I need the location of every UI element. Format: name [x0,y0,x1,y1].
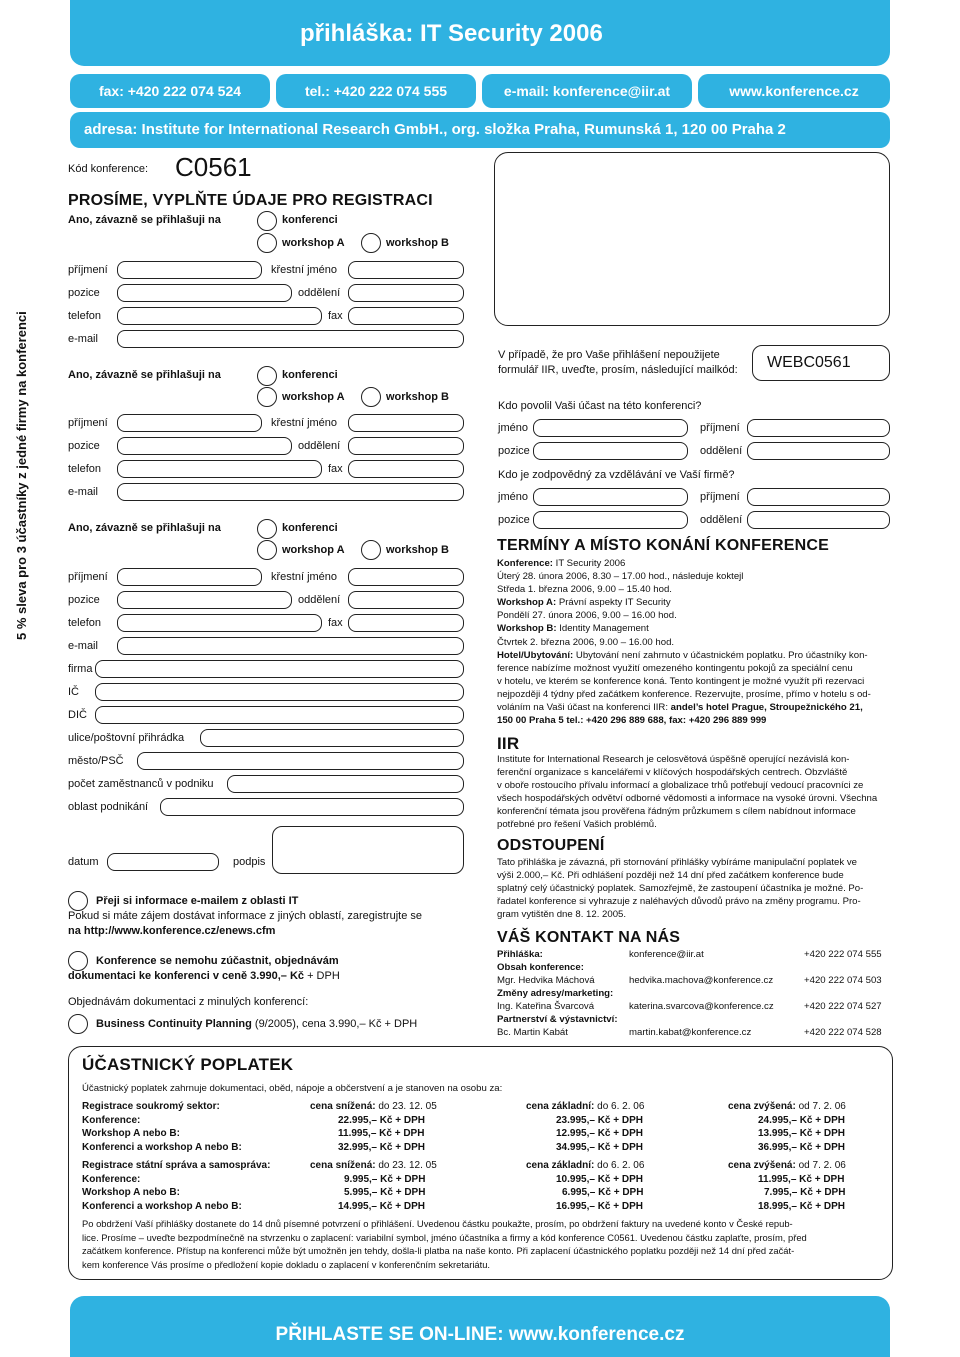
contact-row [497,1000,893,1013]
terms-line: Středa 1. března 2006, 9.00 – 15.40 hod. [497,584,672,596]
fee-date: do 6. 2. 06 [594,1101,645,1113]
contact-email[interactable]: konference@iir.at [629,949,704,960]
hotel-label: Hotel/Ubytování: [497,649,574,661]
checkbox-workshop-a[interactable] [257,540,277,560]
fee-cell: Workshop A nebo B: [82,1128,180,1140]
street-label: ulice/poštovní přihrádka [68,732,185,744]
fee-header-row [82,1100,846,1114]
terms-line: Pondělí 27. února 2006, 9.00 – 16.00 hod. [497,610,677,622]
hotel-line: nejpozději 4 týdny před začátkem konference. Rezervujte, prosíme, přímo v hotelu s od- [497,688,871,700]
fee-cell: 11.995,– Kč + DPH [758,1173,845,1185]
fax-label: fax [328,310,343,322]
contact-row [497,974,893,987]
position-label: pozice [68,440,100,452]
fee-cell [310,1159,526,1173]
checkbox-workshop-a[interactable] [257,233,277,253]
fees-note-line: začátkem konference. Přístup na konferenci může být umožněn jen tehdy, došla-li platba na naše konto. Při zaplacení účastnického poplatku později než 14 dní před začát- [82,1245,795,1256]
iir-line: ferenční organizace s kancelářemi v klíčových hospodářských centrech. Obzvláště [497,767,848,779]
allowed-name-field[interactable] [533,419,688,437]
checkbox-workshop-a[interactable] [257,387,277,407]
fee-cell: 6.995,– Kč + DPH [562,1187,644,1199]
opt-wsb-label: workshop B [386,391,449,403]
contact-row [497,987,893,1000]
surname-field[interactable] [117,568,262,586]
fee-cell: 36.995,– Kč + DPH [758,1141,845,1153]
city-field[interactable] [137,752,464,770]
fee-header-row [82,1159,846,1173]
past-docs-label: Objednávám dokumentaci z minulých konferencí: [68,996,309,1008]
ic-field[interactable] [95,683,464,701]
fee-row [82,1141,846,1155]
firstname-label: křestní jméno [271,417,338,429]
contact-row [497,1026,893,1039]
hotel-text: voláním na Vaši účast na konferenci IIR: [497,702,671,714]
department-label: oddělení [700,514,743,526]
email-pill[interactable] [482,74,692,108]
bcp-line [96,1018,417,1030]
fax-field[interactable] [348,460,464,478]
fees-public-table [82,1159,846,1213]
checkbox-workshop-b[interactable] [361,387,381,407]
business-label: oblast podnikání [68,801,149,813]
fees-intro: Účastnický poplatek zahrnuje dokumentaci, oběd, nápoje a občerstvení a je stanoven na osobu za: [82,1083,503,1094]
contact-email[interactable]: hedvika.machova@konference.cz [629,975,774,986]
iir-line: v oboře rostoucího přívalu informací a globalizace trhů potřebují vedoucí pracovníci ze [497,780,864,792]
contact-cell: Mgr. Hedvika Máchová [497,975,595,986]
address-stamp-box[interactable] [494,152,890,326]
fee-row [82,1173,846,1187]
fax-field[interactable] [348,307,464,325]
phone-label: telefon [68,310,102,322]
position-label: pozice [498,445,530,457]
fee-cell: 14.995,– Kč + DPH [338,1200,425,1212]
fee-tier: cena zvýšená: [728,1101,796,1113]
fee-tier: cena základní: [526,1101,595,1113]
opt-wsa-label: workshop A [282,237,345,249]
position-label: pozice [498,514,530,526]
fee-date: do 23. 12. 05 [375,1160,437,1172]
employees-label: počet zaměstnanců v podniku [68,778,214,790]
who-allowed: Kdo povolil Vaši účast na této konferenci? [498,400,702,412]
department-field[interactable] [348,591,464,609]
fee-cell: 13.995,– Kč + DPH [758,1128,845,1140]
conf-label: Konference: [497,558,553,569]
department-field[interactable] [348,437,464,455]
fee-tier: cena snížená: [310,1160,376,1172]
wsa-label: Workshop A: [497,597,557,609]
docs-line-2 [68,970,340,982]
address-text: adresa: Institute for International Research GmbH., org. složka Praha, Rumunská 1, 120 00 Praha 2 [84,121,786,138]
docs-dph: + DPH [304,970,340,982]
fee-cell: 7.995,– Kč + DPH [764,1187,846,1199]
fee-cell: Konference: [82,1114,141,1126]
hotel-line: v hotelu, ve kterém se konference koná. Tento kontingent je možné využít při rezervaci [497,675,865,687]
fee-date: do 6. 2. 06 [594,1160,645,1172]
cancel-title: ODSTOUPENÍ [497,837,605,854]
cancel-line: Tato přihláška je závazná, při stornování přihlášky vybíráme manipulační poplatek ve [497,857,857,868]
signature-label: podpis [233,856,266,868]
position-label: pozice [68,287,100,299]
business-field[interactable] [160,798,464,816]
contact-cell: Obsah konference: [497,962,584,973]
who-responsible: Kdo je zodpovědný za vzdělávání ve Vaší firmě? [498,469,735,481]
contact-email[interactable]: martin.kabat@konference.cz [629,1027,752,1038]
cancel-body [497,856,893,921]
firstname-label: křestní jméno [271,571,338,583]
hotel-line: 150 00 Praha 5 tel.: +420 296 889 688, fax: +420 296 889 999 [497,715,767,727]
checkbox-newsletter[interactable] [68,891,88,911]
email-label: e-mail [68,640,98,652]
email-label: e-mail [68,333,98,345]
surname-label: příjmení [68,571,108,583]
surname-label: příjmení [68,264,108,276]
fax-field[interactable] [348,614,464,632]
resp-surname-field[interactable] [747,488,890,506]
contact-cell: Partnerství & výstavnictví: [497,1014,618,1025]
mailcode-value: WEBC0561 [767,354,851,371]
date-label: datum [68,856,99,868]
fee-tier: cena zvýšená: [728,1160,796,1172]
fee-date: od 7. 2. 06 [795,1101,846,1113]
web-pill[interactable] [698,74,890,108]
opt-conference-label: konferenci [282,369,338,381]
checkbox-conference[interactable] [257,366,277,386]
fee-cell [310,1100,526,1114]
opt-wsb-label: workshop B [386,544,449,556]
footer-text[interactable]: PŘIHLASTE SE ON-LINE: www.konference.cz [275,1324,685,1345]
fee-cell: 12.995,– Kč + DPH [556,1128,643,1140]
fee-row [82,1200,846,1214]
fees-title: ÚČASTNICKÝ POPLATEK [82,1055,294,1074]
checkbox-conference[interactable] [257,519,277,539]
resp-position-field[interactable] [533,511,688,529]
fee-row [82,1127,846,1141]
cancel-line: výši 2.000,– Kč. Při odhlášení později než 14 dní před začátkem konference bude [497,870,844,882]
surname-label: příjmení [700,491,740,503]
conf-value: IT Security 2006 [552,558,626,569]
allowed-department-field[interactable] [747,442,890,460]
contact-cell: Ing. Kateřina Švarcová [497,1001,595,1012]
contact-cell: Změny adresy/marketing: [497,988,614,999]
surname-field[interactable] [117,414,262,432]
contact-phone: +420 222 074 503 [804,975,882,986]
street-field[interactable] [200,729,464,747]
fax-label: fax [328,463,343,475]
contact-phone: +420 222 074 527 [804,1001,882,1012]
fee-cell [728,1159,846,1173]
iir-line: všech hospodářských odvětví odborné vědomosti a informace na vysoké úrovni. Všechna [497,793,878,805]
iir-line: Institute for International Research je celosvětová úspěšně operující nezávislá kon- [497,754,850,765]
department-label: oddělení [298,440,341,452]
checkbox-bcp[interactable] [68,1014,88,1034]
firstname-field[interactable] [348,568,464,586]
bcp-rest: (9/2005), cena 3.990,– Kč + DPH [251,1018,418,1030]
fee-cell: 5.995,– Kč + DPH [344,1187,426,1199]
checkbox-conference[interactable] [257,211,277,231]
opt-wsb-label: workshop B [386,237,449,249]
surname-label: příjmení [68,417,108,429]
position-field[interactable] [117,591,292,609]
contact-row [497,948,893,961]
mailcode-text-1: V případě, že pro Vaše přihlášení nepoužijete [498,349,720,361]
iir-body [497,753,893,832]
hotel-line [497,701,893,714]
fees-note-line: Po obdržení Vaší přihlášky dostanete do 14 dnů písemné potvrzení o přihlášení. Uvedenou částku poukažte, prosím, po obdržení faktury na uvedené konto v České repub- [82,1218,793,1229]
terms-wsb [497,622,893,635]
wsb-value: Identity Management [556,623,649,635]
register-label: Ano, závazně se přihlašuji na [68,522,221,534]
terms-body [497,557,893,727]
register-label: Ano, závazně se přihlašuji na [68,369,221,381]
fee-cell [728,1100,846,1114]
fee-cell: Registrace státní správa a samospráva: [82,1160,271,1172]
wsa-value: Právní aspekty IT Security [556,597,671,609]
opt-wsa-label: workshop A [282,391,345,403]
fee-row [82,1186,846,1200]
hotel-line [497,649,893,662]
fee-date: od 7. 2. 06 [795,1160,846,1172]
date-field[interactable] [107,853,219,871]
cancel-line: řadatel konference si vyhrazuje z naléhavých důvodů právo na změny programu. Pro- [497,896,861,908]
side-discount-text: 5 % sleva pro 3 účastníky z jedné firmy na konferenci [14,311,29,640]
opt-wsa-label: workshop A [282,544,345,556]
fee-cell [526,1100,728,1114]
hotel-line: ference nabízíme možnost využití omezeného kontingentu pokojů za speciální cenu [497,662,853,674]
department-label: oddělení [298,287,341,299]
iir-line: konferenční témata jsou prověřena řádným průzkumem s cílem nabídnout informace [497,806,856,818]
docs-price: dokumentaci ke konferenci v ceně 3.990,– Kč [68,970,305,982]
department-label: oddělení [298,594,341,606]
dic-field[interactable] [95,706,464,724]
page-title: přihláška: IT Security 2006 [300,20,603,47]
firstname-field[interactable] [348,414,464,432]
docs-line-1: Konference se nemohu zúčastnit, objednávám [96,955,339,967]
checkbox-workshop-b[interactable] [361,233,381,253]
fee-cell: Konferenci a workshop A nebo B: [82,1200,242,1212]
fax-text: fax: +420 222 074 524 [98,83,242,99]
checkbox-order-docs[interactable] [68,951,88,971]
terms-conf [497,557,893,570]
web-text: www.konference.cz [729,83,859,99]
fee-cell: 24.995,– Kč + DPH [758,1114,845,1126]
contact-cell: Bc. Martin Kabát [497,1027,568,1038]
fee-date: do 23. 12. 05 [375,1101,437,1113]
surname-field[interactable] [117,261,262,279]
allowed-position-field[interactable] [533,442,688,460]
fees-note [82,1217,882,1271]
terms-title: TERMÍNY A MÍSTO KONÁNÍ KONFERENCE [497,537,829,554]
contact-row [497,961,893,974]
tel-pill [276,74,476,108]
city-label: město/PSČ [68,755,124,767]
fee-tier: cena základní: [526,1160,595,1172]
fee-cell: 23.995,– Kč + DPH [556,1114,643,1126]
code-value: C0561 [175,152,252,182]
checkbox-workshop-b[interactable] [361,540,381,560]
opt-conference-label: konferenci [282,522,338,534]
allowed-surname-field[interactable] [747,419,890,437]
position-field[interactable] [117,284,292,302]
phone-label: telefon [68,617,102,629]
newsletter-title: Přeji si informace e-mailem z oblasti IT [96,895,299,907]
fee-cell: 34.995,– Kč + DPH [556,1141,643,1153]
resp-department-field[interactable] [747,511,890,529]
fee-cell: 32.995,– Kč + DPH [338,1141,425,1153]
phone-field[interactable] [117,614,322,632]
resp-name-field[interactable] [533,488,688,506]
fee-cell: Konferenci a workshop A nebo B: [82,1141,242,1153]
dic-label: DIČ [68,709,87,721]
newsletter-link[interactable]: na http://www.konference.cz/enews.cfm [68,925,276,937]
fee-cell: 11.995,– Kč + DPH [338,1128,425,1140]
signature-field[interactable] [272,826,464,874]
phone-field[interactable] [117,307,322,325]
contact-cell: Přihláška: [497,949,543,960]
contact-phone: +420 222 074 528 [804,1027,882,1038]
firstname-label: křestní jméno [271,264,338,276]
fees-note-line: kem konference Vás prosíme o předložení kopie dokladu o zaplacení v konferenčním sekretariátu. [82,1258,491,1270]
bcp-title: Business Continuity Planning [96,1018,252,1030]
hotel-name: andel’s hotel Prague, Stroupežnického 21, [670,702,863,714]
email-field[interactable] [117,483,464,501]
fee-cell: Registrace soukromý sektor: [82,1101,220,1113]
fee-cell [526,1159,728,1173]
opt-conference-label: konferenci [282,214,338,226]
email-text: e-mail: konference@iir.at [503,83,671,99]
position-label: pozice [68,594,100,606]
iir-title: IIR [497,734,520,753]
firstname-field[interactable] [348,261,464,279]
company-label: firma [68,663,93,675]
contact-email[interactable]: katerina.svarcova@konference.cz [629,1001,774,1012]
fee-cell: Konference: [82,1173,141,1185]
cancel-line: splatný celý účastnický poplatek. Samozřejmě, že zastoupení účastníka je možné. Po- [497,883,864,895]
terms-line: Čtvrtek 2. března 2006, 9.00 – 16.00 hod. [497,636,675,648]
fee-tier: cena snížená: [310,1101,376,1113]
form-heading: PROSÍME, VYPLŇTE ÚDAJE PRO REGISTRACI [68,192,433,209]
surname-label: příjmení [700,422,740,434]
phone-label: telefon [68,463,102,475]
fax-pill [70,74,270,108]
hotel-text: Ubytování není zahrnuto v účastnickém poplatku. Pro účastníky kon- [573,649,868,661]
fax-label: fax [328,617,343,629]
iir-line: potřebné pro řešení Vašich problémů. [497,819,657,831]
fee-cell: 9.995,– Kč + DPH [344,1173,426,1185]
contact-title: VÁŠ KONTAKT NA NÁS [497,929,681,946]
employees-field[interactable] [227,775,464,793]
name-label: jméno [498,422,528,434]
name-label: jméno [498,491,528,503]
department-label: oddělení [700,445,743,457]
mailcode-text-2: formulář IIR, uveďte, prosím, následující mailkód: [498,364,738,376]
fee-cell: Workshop A nebo B: [82,1187,180,1199]
tel-text: tel.: +420 222 074 555 [304,83,448,99]
fee-row [82,1114,846,1128]
contact-phone: +420 222 074 555 [804,949,882,960]
cancel-line: gram vytištěn dne 8. 12. 2005. [497,909,627,921]
fee-cell: 22.995,– Kč + DPH [338,1114,425,1126]
wsb-label: Workshop B: [497,623,557,635]
company-field[interactable] [95,660,464,678]
register-label: Ano, závazně se přihlašuji na [68,214,221,226]
contact-row [497,1013,893,1026]
position-field[interactable] [117,437,292,455]
ic-label: IČ [68,686,79,698]
fee-cell: 10.995,– Kč + DPH [556,1173,643,1185]
fee-cell: 16.995,– Kč + DPH [556,1200,643,1212]
contact-table [497,948,893,1039]
code-label: Kód konference: [68,163,149,175]
phone-field[interactable] [117,460,322,478]
fees-note-line: lice. Prosíme – uveďte bezpodmínečně na stvrzenku o zaplacení: variabilní symbol, jméno účastníka a firmy a kód konference C0561. Uvedenou částku zaplaťte, prosím, před [82,1231,807,1243]
email-label: e-mail [68,486,98,498]
fee-cell: 18.995,– Kč + DPH [758,1200,845,1212]
department-field[interactable] [348,284,464,302]
terms-line: Úterý 28. února 2006, 8.30 – 17.00 hod., následuje koktejl [497,571,744,583]
email-field[interactable] [117,637,464,655]
newsletter-text: Pokud si máte zájem dostávat informace z jiných oblastí, zaregistrujte se [68,910,422,922]
email-field[interactable] [117,330,464,348]
terms-wsa [497,596,893,609]
fees-private-table [82,1100,846,1154]
